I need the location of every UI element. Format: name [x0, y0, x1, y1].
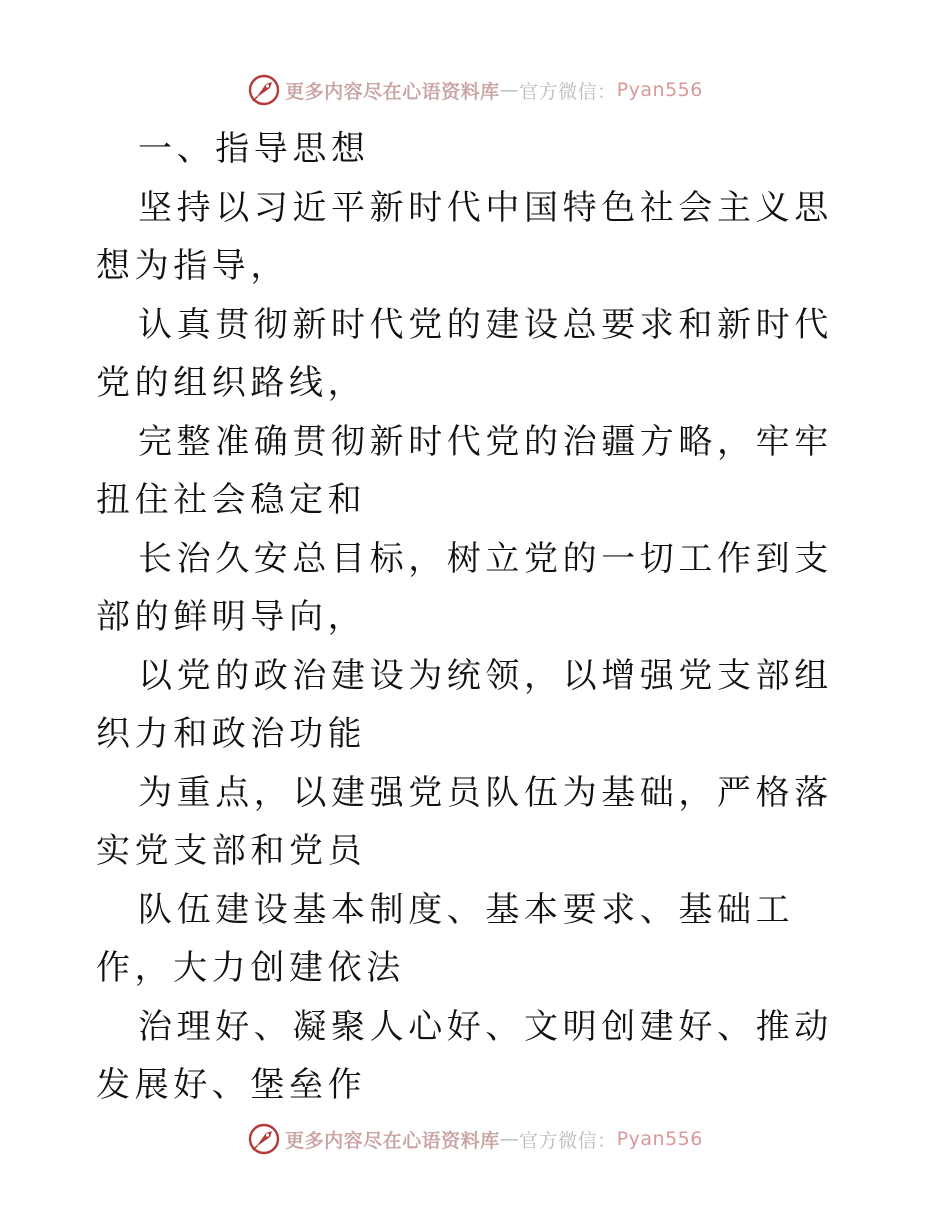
watermark-dash: — — [499, 1128, 520, 1150]
watermark-account: Pyan556 — [616, 79, 703, 101]
watermark-main-text: 更多内容尽在心语资料库 — [285, 1129, 500, 1152]
paragraph: 坚持以习近平新时代中国特色社会主义思想为指导， — [96, 187, 833, 286]
paragraph: 长治久安总目标，树立党的一切工作到支部的鲜明导向， — [96, 538, 833, 637]
pen-nib-logo-icon — [247, 1122, 281, 1156]
watermark-contact-label: 官方微信： — [519, 1129, 617, 1152]
paragraph: 认真贯彻新时代党的建设总要求和新时代党的组织路线， — [96, 304, 833, 403]
section-heading: 一、指导思想 — [138, 129, 370, 169]
header-watermark-banner — [0, 70, 950, 110]
watermark-account: Pyan556 — [616, 1128, 703, 1150]
footer-watermark-banner — [0, 1119, 950, 1159]
watermark-dash: — — [499, 79, 520, 101]
document-body — [96, 120, 856, 1115]
pen-nib-logo-icon — [247, 73, 281, 107]
watermark-contact-label: 官方微信： — [519, 80, 617, 103]
paragraph: 为重点，以建强党员队伍为基础，严格落实党支部和党员 — [96, 772, 833, 871]
paragraph: 以党的政治建设为统领，以增强党支部组织力和政治功能 — [96, 655, 833, 754]
paragraph: 治理好、凝聚人心好、文明创建好、推动发展好、堡垒作 — [96, 1006, 833, 1105]
paragraph: 完整准确贯彻新时代党的治疆方略，牢牢扭住社会稳定和 — [96, 421, 833, 520]
paragraph: 队伍建设基本制度、基本要求、基础工作，大力创建依法 — [96, 889, 795, 988]
watermark-main-text: 更多内容尽在心语资料库 — [285, 80, 500, 103]
